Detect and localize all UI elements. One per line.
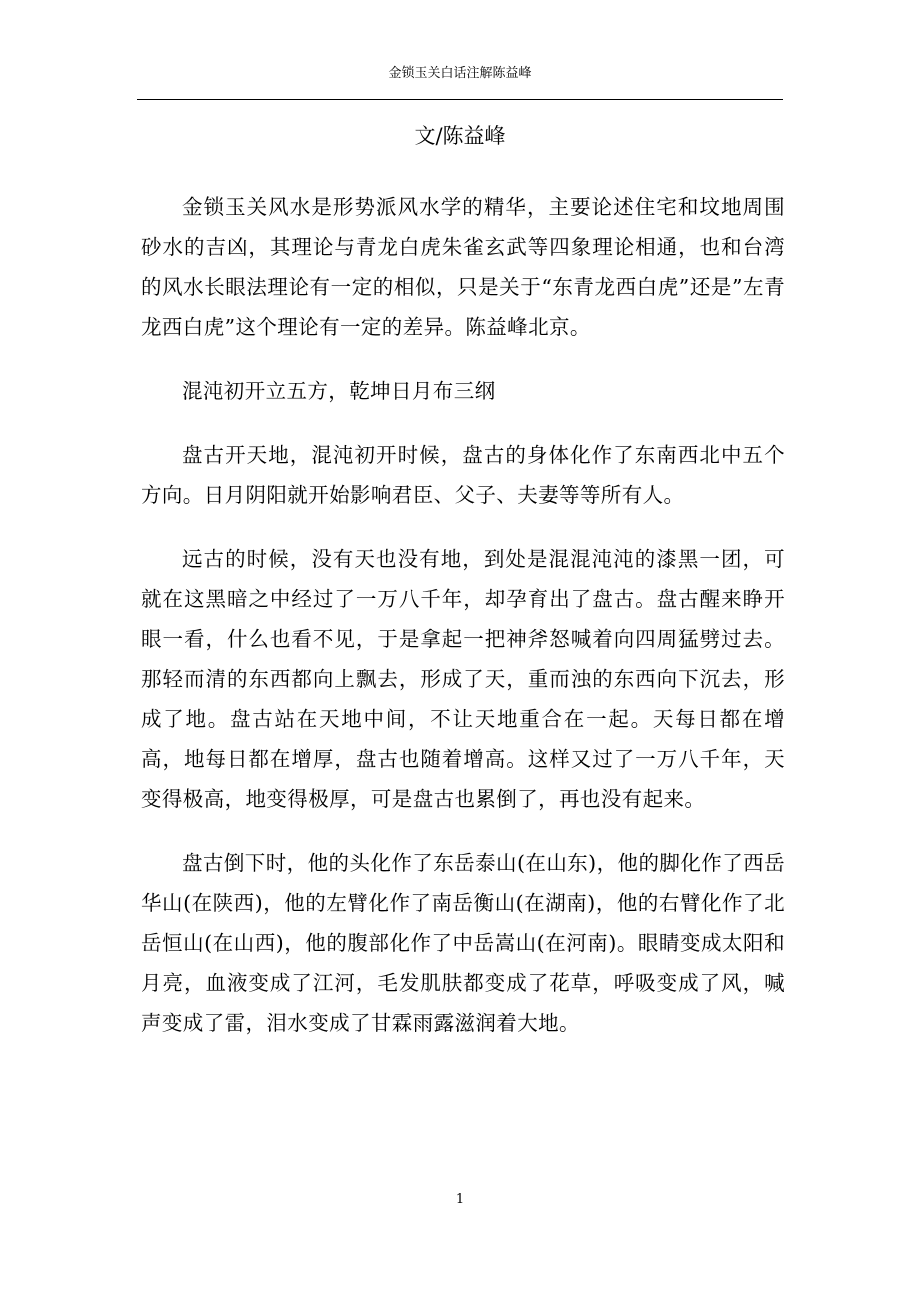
page-number: 1 — [455, 1192, 465, 1207]
header-divider — [137, 99, 783, 100]
running-header: 金锁玉关白话注解陈益峰 — [388, 66, 532, 81]
paragraph: 盘古开天地，混沌初开时候，盘古的身体化作了东南西北中五个方向。日月阴阳就开始影响君臣、父子、夫妻等等所有人。 — [141, 443, 785, 507]
paragraph: 远古的时候，没有天也没有地，到处是混混沌沌的漆黑一团，可就在这黑暗之中经过了一万八千年，却孕育出了盘古。盘古醒来睁开眼一看，什么也看不见，于是拿起一把神斧怒喊着向四周猛劈过去。那轻而清的东西都向上飘去，形成了天，重而浊的东西向下沉去，形成了地。盘古站在天地中间，不让天地重合在一起。天每日都在增高，地每日都在增厚，盘古也随着增高。这样又过了一万八千年，天变得极高，地变得极厚，可是盘古也累倒了，再也没有起来。 — [141, 547, 785, 811]
paragraph: 盘古倒下时，他的头化作了东岳泰山(在山东)，他的脚化作了西岳华山(在陕西)，他的左臂化作了南岳衡山(在湖南)，他的右臂化作了北岳恒山(在山西)，他的腹部化作了中岳嵩山(在河南)。眼睛变成太阳和月亮，血液变成了江河，毛发肌肤都变成了花草，呼吸变成了风，喊声变成了雷，泪水变成了甘霖雨露滋润着大地。 — [141, 851, 785, 1035]
paragraph: 金锁玉关风水是形势派风水学的精华，主要论述住宅和坟地周围砂水的吉凶，其理论与青龙白虎朱雀玄武等四象理论相通，也和台湾的风水长眼法理论有一定的相似，只是关于“东青龙西白虎”还是”左青龙西白虎”这个理论有一定的差异。陈益峰北京。 — [141, 195, 785, 339]
document-title: 文/陈益峰 — [414, 124, 506, 148]
paragraph: 混沌初开立五方，乾坤日月布三纲 — [182, 379, 496, 403]
document-body — [141, 187, 785, 1043]
